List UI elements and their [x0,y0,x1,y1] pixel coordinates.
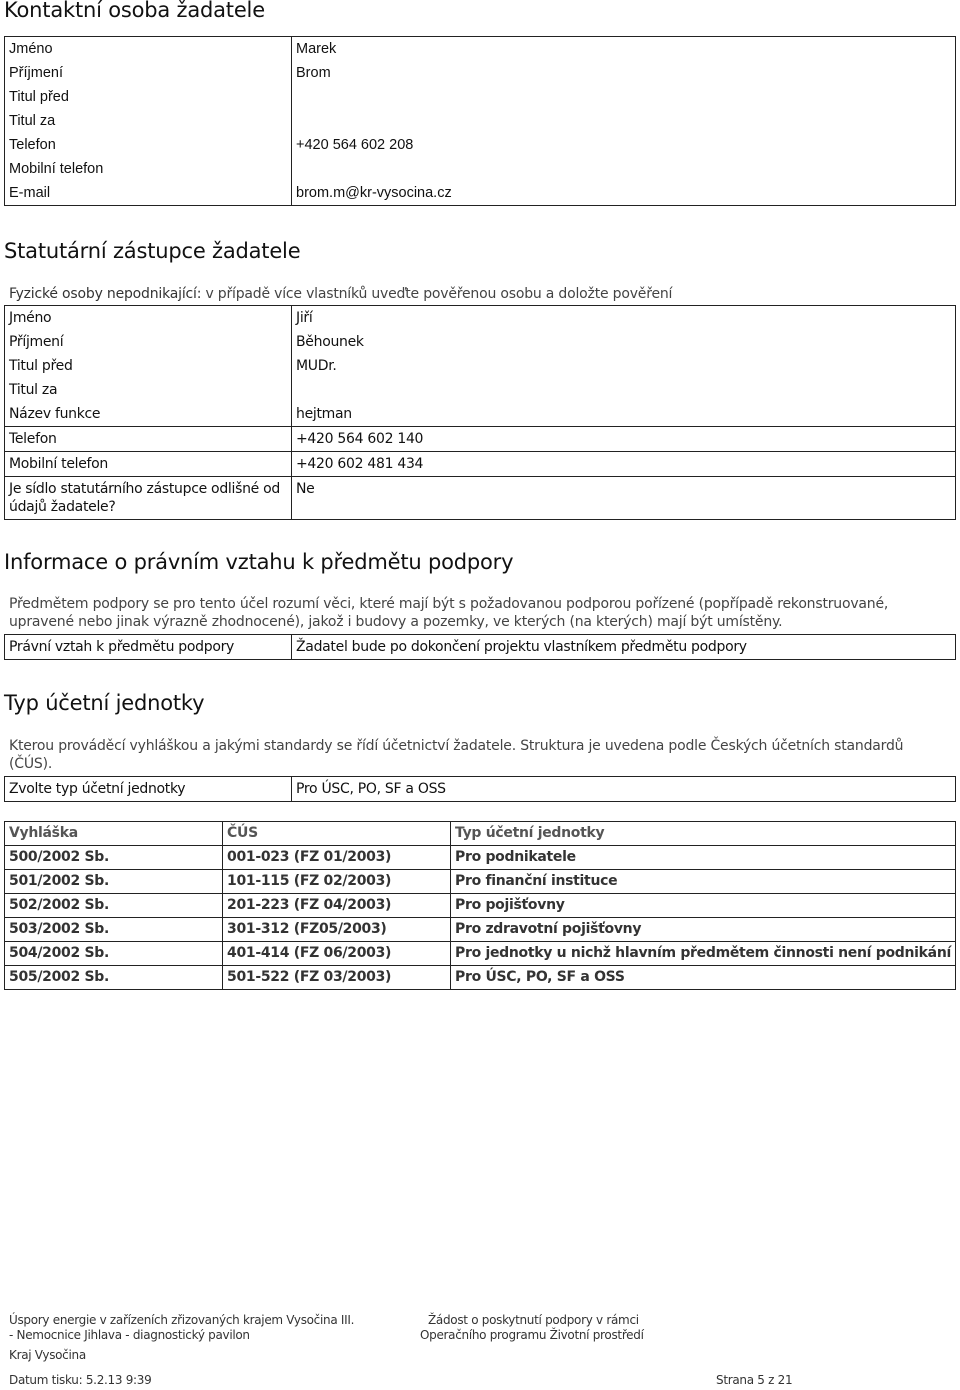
footer-document-line: Operačního programu Životní prostředí [420,1328,644,1342]
field-label: Mobilní telefon [5,452,292,477]
table-row [5,402,956,427]
field-value: hejtman [296,406,352,422]
column-header: ČÚS [223,822,451,846]
table-row [5,427,956,452]
table-cell: Pro ÚSC, PO, SF a OSS [451,966,956,990]
table-row [5,966,956,990]
legal-relation-table [4,634,956,660]
table-row [5,85,956,109]
field-value: Běhounek [296,334,364,350]
accounting-unit-table [4,776,956,802]
table-row [5,894,956,918]
footer-document-line: Žádost o poskytnutí podpory v rámci [428,1313,639,1327]
field-value [292,157,956,181]
field-label: Titul za [5,109,292,133]
table-cell: Pro pojišťovny [451,894,956,918]
section-title-contact-person: Kontaktní osoba žadatele [4,0,265,22]
section-note: Předmětem podpory se pro tento účel rozumí věci, které mají být s požadovanou podporou pořízené (popřípadě rekonstruované, upravené nebo jinak výrazně zhodnocené), jakož i budovy a pozemky, ve kterých (na kterých) mají být umístěny. [9,596,889,630]
table-row [5,918,956,942]
field-value: Ne [292,477,956,520]
accounting-standards-table [4,821,956,990]
table-row [5,181,956,206]
table-cell: Pro zdravotní pojišťovny [451,918,956,942]
table-cell: 101-115 (FZ 02/2003) [223,870,451,894]
table-row [5,378,956,402]
field-label: E-mail [5,181,292,206]
table-row [5,870,956,894]
note-text: v případě více vlastníků uveďte pověřenou osobu a doložte pověření [201,286,673,302]
table-cell: 201-223 (FZ 04/2003) [223,894,451,918]
field-label: Zvolte typ účetní jednotky [5,777,292,802]
table-row [5,635,956,660]
table-cell: Pro podnikatele [451,846,956,870]
table-cell: 401-414 (FZ 06/2003) [223,942,451,966]
table-row [5,777,956,802]
contact-person-table [4,36,956,206]
field-value: brom.m@kr-vysocina.cz [296,185,452,201]
footer-project [9,1313,389,1343]
table-row [5,37,956,62]
table-cell: Pro finanční instituce [451,870,956,894]
footer-print-date: Datum tisku: 5.2.13 9:39 [9,1373,152,1387]
field-label: Titul před [5,85,292,109]
field-value [292,109,956,133]
section-title-legal-relation: Informace o právním vztahu k předmětu podpory [4,550,514,574]
field-label: Jméno [5,37,292,62]
table-row [5,330,956,354]
section-note [9,285,949,303]
table-row [5,846,956,870]
table-row [5,157,956,181]
table-cell: 301-312 (FZ05/2003) [223,918,451,942]
table-cell: 001-023 (FZ 01/2003) [223,846,451,870]
footer-applicant: Kraj Vysočina [9,1348,86,1362]
footer-page-number: Strana 5 z 21 [716,1373,793,1387]
field-value: MUDr. [296,358,337,374]
field-value: Marek [296,41,337,57]
field-value: Žadatel bude po dokončení projektu vlastníkem předmětu podpory [296,639,747,655]
table-row [5,942,956,966]
table-row [5,109,956,133]
field-value [292,85,956,109]
table-cell: 501/2002 Sb. [5,870,223,894]
field-label: Telefon [5,427,292,452]
field-value: Jiří [296,310,313,326]
column-header: Vyhláška [5,822,223,846]
field-value: +420 564 602 208 [296,137,414,153]
footer-project-line: Úspory energie v zařízeních zřizovaných krajem Vysočina III. [9,1313,355,1327]
table-cell: 503/2002 Sb. [5,918,223,942]
section-title-statutory-representative: Statutární zástupce žadatele [4,239,301,263]
statutory-representative-table [4,305,956,520]
table-cell: 504/2002 Sb. [5,942,223,966]
table-cell: 502/2002 Sb. [5,894,223,918]
field-value: +420 602 481 434 [292,452,956,477]
field-label: Název funkce [5,402,292,427]
field-label: Titul před [5,354,292,378]
field-label: Titul za [5,378,292,402]
table-row [5,477,956,520]
table-row [5,354,956,378]
table-row [5,61,956,85]
field-value [292,378,956,402]
field-value: +420 564 602 140 [292,427,956,452]
field-label: Právní vztah k předmětu podpory [5,635,292,660]
field-label: Telefon [5,133,292,157]
table-cell: 500/2002 Sb. [5,846,223,870]
field-label: Je sídlo statutárního zástupce odlišné od údajů žadatele? [5,477,292,520]
field-label: Mobilní telefon [5,157,292,181]
field-label: Jméno [5,306,292,331]
table-row [5,133,956,157]
field-label: Příjmení [5,330,292,354]
column-header: Typ účetní jednotky [451,822,956,846]
section-note: Kterou prováděcí vyhláškou a jakými standardy se řídí účetnictví žadatele. Struktura je uvedena podle Českých účetních standardů (ČÚS). [9,738,904,772]
field-value: Pro ÚSC, PO, SF a OSS [296,781,446,797]
table-cell: Pro jednotky u nichž hlavním předmětem činnosti není podnikání [451,942,956,966]
table-cell: 501-522 (FZ 03/2003) [223,966,451,990]
footer-document [420,1313,720,1343]
table-cell: 505/2002 Sb. [5,966,223,990]
table-header-row [5,822,956,846]
table-row [5,306,956,331]
field-value: Brom [296,65,331,81]
table-row [5,452,956,477]
field-label: Příjmení [5,61,292,85]
section-title-accounting-unit: Typ účetní jednotky [4,691,205,715]
note-emphasis: Fyzické osoby nepodnikající: [9,286,202,302]
footer-project-line: - Nemocnice Jihlava - diagnostický pavilon [9,1328,250,1342]
